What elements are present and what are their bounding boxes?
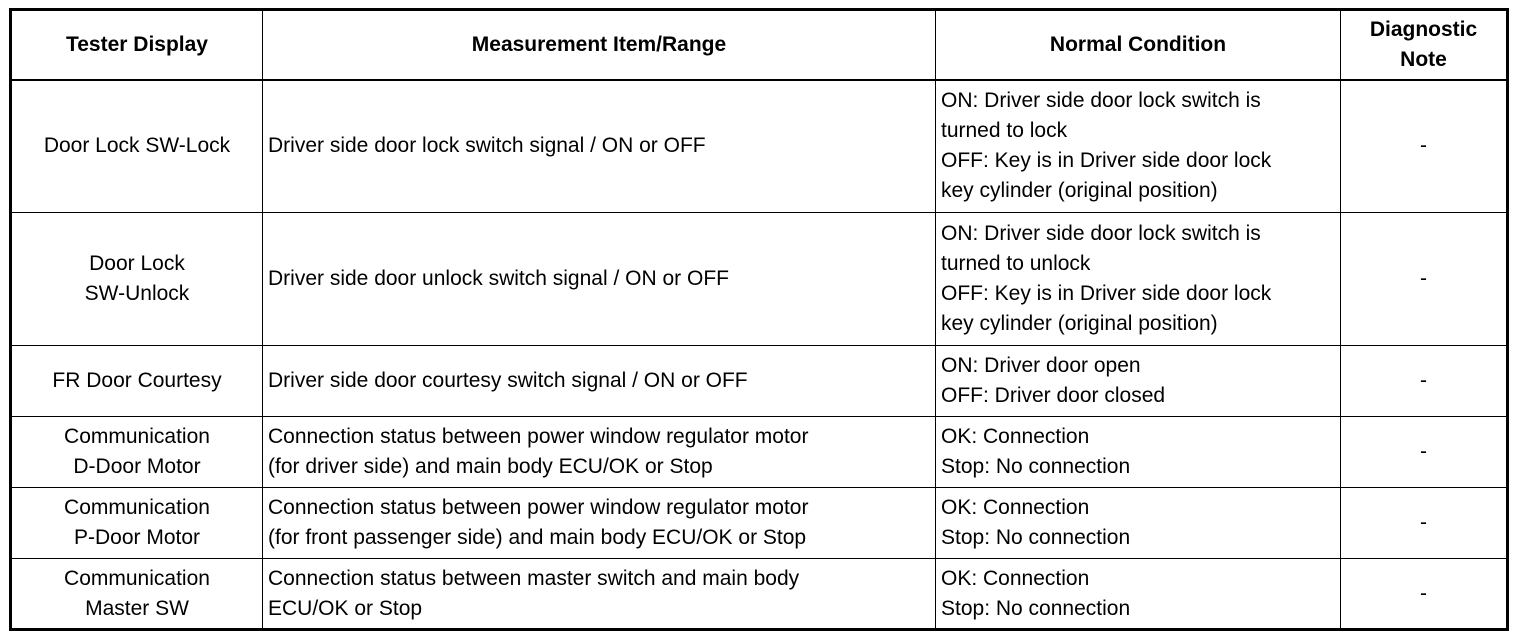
cell-normal-condition-line: OFF: Key is in Driver side door lock [941,149,1272,173]
cell-normal-condition-line: OK: Connection [941,425,1090,448]
cell-measurement-item-line: (for driver side) and main body ECU/OK or Stop [268,455,713,478]
cell-measurement-item [263,559,936,630]
cell-tester-display-line: FR Door Courtesy [52,369,222,392]
cell-measurement-item-line: Connection status between master switch and main body [268,566,800,590]
cell-normal-condition-line: turned to lock [941,119,1068,143]
table-row [11,80,1508,213]
cell-tester-display-line: Door Lock SW-Lock [43,134,231,158]
cell-diagnostic-note: - [1341,417,1508,488]
cell-measurement-item-line: (for front passenger side) and main body ECU/OK or Stop [268,526,807,549]
cell-tester-display [11,80,263,213]
cell-normal-condition-line: OFF: Key is in Driver side door lock [941,282,1272,305]
header-tester-display: Tester Display [11,10,263,80]
cell-normal-condition-line: OFF: Driver door closed [941,384,1166,407]
cell-normal-condition-line: ON: Driver side door lock switch is [941,222,1261,245]
cell-measurement-item-line: Driver side door courtesy switch signal / ON or OFF [268,369,748,392]
cell-normal-condition-line: Stop: No connection [941,596,1131,620]
cell-normal-condition [936,559,1341,630]
cell-tester-display [11,559,263,630]
table-row [11,346,1508,417]
cell-normal-condition [936,346,1341,417]
cell-tester-display-line: Communication [64,566,210,590]
cell-normal-condition-line: ON: Driver door open [941,354,1141,377]
cell-measurement-item [263,346,936,417]
table-row [11,488,1508,559]
cell-normal-condition-line: OK: Connection [941,566,1090,590]
cell-normal-condition [936,213,1341,346]
header-row [11,10,1508,80]
cell-tester-display-line: P-Door Motor [73,526,201,549]
cell-measurement-item-line: Connection status between power window regulator motor [268,425,809,448]
cell-tester-display [11,417,263,488]
header-measurement-item: Measurement Item/Range [263,10,936,80]
data-list-table [9,8,1509,631]
cell-normal-condition-line: ON: Driver side door lock switch is [941,89,1261,113]
header-diagnostic-note [1341,10,1508,80]
cell-normal-condition-line: turned to unlock [941,252,1091,275]
cell-tester-display-line: SW-Unlock [84,282,190,305]
cell-tester-display [11,488,263,559]
cell-tester-display-line: D-Door Motor [73,455,201,478]
cell-measurement-item [263,488,936,559]
cell-measurement-item [263,213,936,346]
cell-normal-condition-line: key cylinder (original position) [941,312,1218,335]
cell-tester-display-line: Master SW [85,596,189,620]
cell-normal-condition [936,80,1341,213]
table-row [11,559,1508,630]
table-row [11,417,1508,488]
cell-diagnostic-note: - [1341,559,1508,630]
cell-tester-display [11,213,263,346]
cell-normal-condition-line: OK: Connection [941,496,1090,519]
header-diagnostic-note-line2: Note [1400,47,1447,71]
cell-normal-condition-line: key cylinder (original position) [941,179,1218,203]
cell-measurement-item-line: ECU/OK or Stop [268,596,423,620]
table-row [11,213,1508,346]
cell-measurement-item [263,417,936,488]
cell-normal-condition [936,417,1341,488]
cell-normal-condition-line: Stop: No connection [941,455,1131,478]
cell-tester-display-line: Door Lock [89,252,185,275]
cell-diagnostic-note: - [1341,346,1508,417]
cell-diagnostic-note: - [1341,80,1508,213]
cell-diagnostic-note: - [1341,488,1508,559]
cell-measurement-item-line: Connection status between power window regulator motor [268,496,809,519]
cell-normal-condition [936,488,1341,559]
cell-measurement-item-line: Driver side door lock switch signal / ON or OFF [268,134,706,158]
cell-diagnostic-note: - [1341,213,1508,346]
header-normal-condition: Normal Condition [936,10,1341,80]
table-body [11,80,1508,630]
cell-measurement-item-line: Driver side door unlock switch signal / ON or OFF [268,267,729,290]
cell-tester-display-line: Communication [64,496,210,519]
cell-tester-display [11,346,263,417]
cell-normal-condition-line: Stop: No connection [941,526,1131,549]
header-diagnostic-note-line1: Diagnostic [1369,17,1478,41]
cell-tester-display-line: Communication [64,425,210,448]
cell-measurement-item [263,80,936,213]
